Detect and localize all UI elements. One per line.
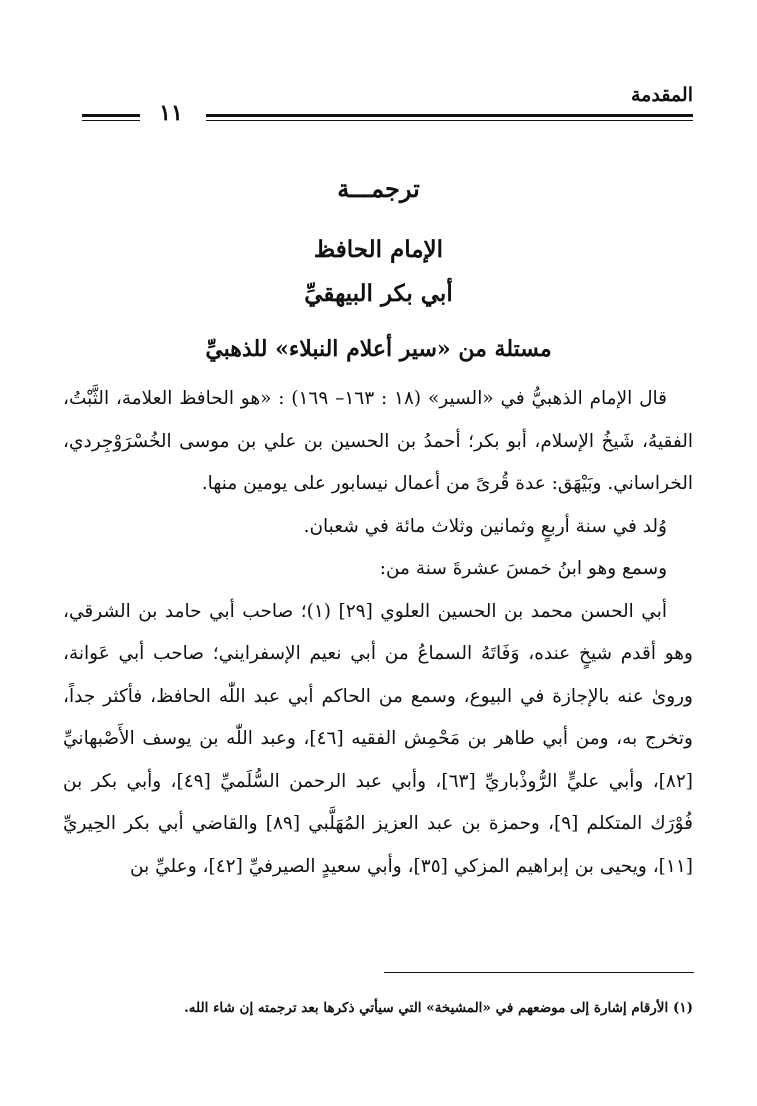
header-rule-short <box>82 114 140 117</box>
paragraph: وُلد في سنة أربعٍ وثمانين وثلاث مائة في شعبان. <box>303 515 667 537</box>
heading-line-1: الإمام الحافظ <box>313 236 444 263</box>
heading-main: ترجمـــة <box>337 174 420 203</box>
footnote: (١) الأرقام إشارة إلى موضعهم في «المشيخة» التي سيأتي ذكرها بعد ترجمته إن شاء الله. <box>184 1000 693 1016</box>
header-rule <box>206 114 693 117</box>
footnote-divider <box>384 972 694 973</box>
paragraph: أبي الحسن محمد بن الحسين العلوي [٢٩] (١)؛ صاحب أبي حامد بن الشرقي، وهو أقدم شيخٍ عنده، وَفَاتَهُ السماعُ من أبي نعيم الإسفرايني؛ صاحب أبي عَوانة، وروىٰ عنه بالإجازة في البيوع، وسمع من الحاكم أبي عبد اللّٰه الحافظ، فأكثر جداً، وتخرج به، ومن أبي طاهر بن مَحْمِش الفقيه [٤٦]، وعبد اللّٰه بن يوسف الأَصْبهانيِّ [٨٢]، وأبي عليٍّ الرُّوذْباريِّ [٦٣]، وأبي عبد الرحمن السُّلَميِّ [٤٩]، وأبي بكر بن فُوْرَك المتكلم [٩]، وحمزة بن عبد العزيز المُهَلَّبي [٨٩] والقاضي أبي بكر الحِيريِّ [١١]، ويحيى بن إبراهيم المزكي [٣٥]، وأبي سعيدٍ الصيرفيِّ [٤٢]، وعليِّ بن <box>63 600 693 877</box>
body-text <box>63 378 693 888</box>
heading-subtitle: مستلة من «سير أعلام النبلاء» للذهبيِّ <box>205 336 552 362</box>
paragraph: قال الإمام الذهبيُّ في «السير» (١٨ : ١٦٣– ١٦٩) : «هو الحافظ العلامة، الثَّبْتُ، الفقيهُ، شَيخُ الإسلام، أبو بكر؛ أحمدُ بن الحسين بن علي بن موسى الخُسْرَوْجِردي، الخراساني. وبَيْهَق: عدة قُرىً من أعمال نيسابور على يومين منها. <box>63 388 693 494</box>
paragraph: وسمع وهو ابنُ خمسَ عشرةَ سنة من: <box>379 558 667 579</box>
page-number: ١١ <box>159 100 183 126</box>
heading-line-2: أبي بكر البيهقيِّ <box>304 280 453 307</box>
running-head: المقدمة <box>630 84 693 106</box>
